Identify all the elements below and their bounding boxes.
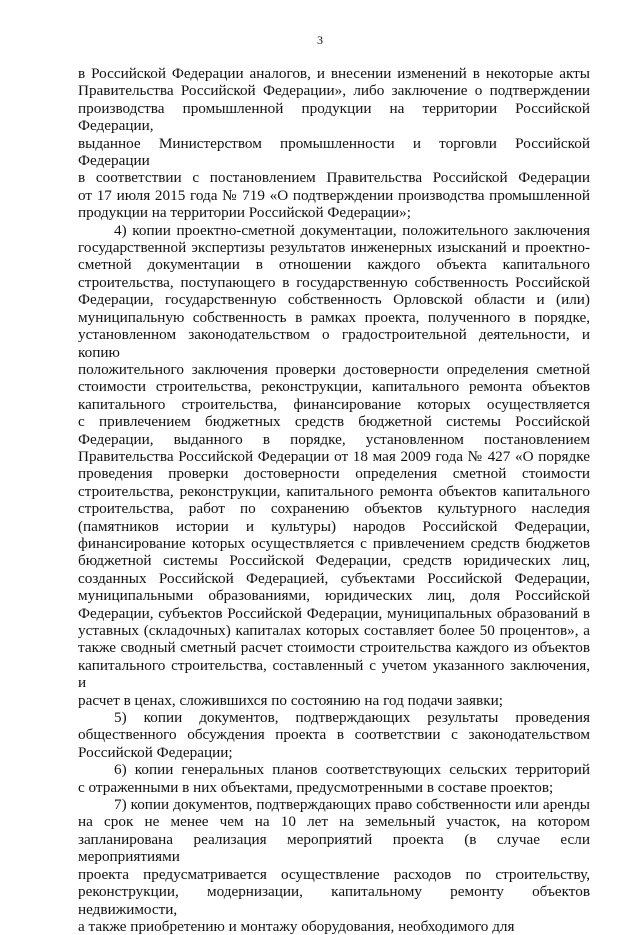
body-text bbox=[78, 65, 590, 935]
text-line: 6) копии генеральных планов соответствующих сельских территорий bbox=[114, 761, 590, 779]
text-line: на срок не менее чем на 10 лет на земельный участок, на котором bbox=[78, 813, 590, 831]
paragraph-item-5 bbox=[78, 709, 590, 761]
text-line: 7) копии документов, подтверждающих право собственности или аренды bbox=[114, 796, 590, 814]
text-line: реконструкции, модернизации, капитальному ремонту объектов недвижимости, bbox=[78, 883, 590, 918]
text-line: общественного обсуждения проекта в соответствии с законодательством bbox=[78, 726, 590, 744]
text-line: бюджетной системы Российской Федерации, средств юридических лиц, bbox=[78, 552, 590, 570]
text-line: установленном законодательством о градостроительной деятельности, и копию bbox=[78, 326, 590, 361]
text-line: финансирование которых осуществляется с привлечением средств бюджетов bbox=[78, 534, 590, 552]
text-line: государственной экспертизы результатов инженерных изысканий и проектно- bbox=[78, 239, 590, 257]
page-number: 3 bbox=[317, 33, 323, 47]
text-line: проведения проверки достоверности определения сметной стоимости bbox=[78, 465, 590, 483]
text-line: выданное Министерством промышленности и торговли Российской Федерации bbox=[78, 134, 590, 170]
text-line: от 17 июля 2015 года № 719 «О подтверждении производства промышленной bbox=[78, 186, 590, 204]
text-line: созданных Российской Федерацией, субъектами Российской Федерации, bbox=[78, 569, 590, 587]
text-line: Федерации, выданного в порядке, установленном постановлением bbox=[78, 430, 590, 448]
text-line: запланирована реализация мероприятий проекта (в случае если мероприятиями bbox=[78, 830, 590, 866]
text-line: а также приобретению и монтажу оборудования, необходимого для bbox=[78, 917, 515, 935]
text-line: Федерации, субъектов Российской Федерации, муниципальных образований в bbox=[78, 604, 590, 622]
text-line: Федерации, государственную собственность Орловской области и (или) bbox=[78, 291, 590, 309]
paragraph-item-7 bbox=[78, 796, 590, 935]
text-line: (памятников истории и культуры) народов Российской Федерации, bbox=[78, 517, 590, 535]
text-line: муниципальными образованиями, юридических лиц, доля Российской bbox=[78, 587, 590, 605]
paragraph-continuation bbox=[78, 65, 590, 222]
text-line: проекта предусматривается осуществление расходов по строительству, bbox=[78, 865, 590, 883]
text-line: уставных (складочных) капиталах которых составляет более 50 процентов», а bbox=[78, 622, 590, 639]
text-line: стоимости строительства, реконструкции, капитального ремонта объектов bbox=[78, 378, 590, 396]
text-line: строительства, поступающего в государственную собственность Российской bbox=[78, 273, 590, 291]
text-line: капитального строительства, составленный с учетом указанного заключения, и bbox=[78, 656, 590, 692]
text-line: муниципальную собственность в рамках проекта, полученного в порядке, bbox=[78, 308, 590, 326]
text-line: строительства, работ по сохранению объектов культурного наследия bbox=[78, 500, 590, 518]
text-line: строительства, реконструкции, капитального ремонта объектов капитального bbox=[78, 482, 590, 500]
paragraph-item-6 bbox=[78, 761, 590, 796]
text-line: сметной документации в отношении каждого объекта капитального bbox=[78, 256, 590, 274]
text-line: Правительства Российской Федерации от 18 мая 2009 года № 427 «О порядке bbox=[78, 447, 590, 465]
text-line: также сводный сметный расчет стоимости строительства каждого из объектов bbox=[78, 639, 590, 657]
text-line: Российской Федерации; bbox=[78, 743, 233, 761]
text-line: положительного заключения проверки достоверности определения сметной bbox=[78, 360, 590, 378]
text-line: производства промышленной продукции на территории Российской Федерации, bbox=[78, 99, 590, 135]
text-line: 4) копии проектно-сметной документации, положительного заключения bbox=[114, 221, 590, 239]
text-line: с привлечением бюджетных средств бюджетной системы Российской bbox=[78, 413, 590, 431]
text-line: 5) копии документов, подтверждающих результаты проведения bbox=[114, 709, 590, 727]
paragraph-item-4 bbox=[78, 222, 590, 709]
text-line: с отраженными в них объектами, предусмотренными в составе проектов; bbox=[78, 778, 554, 796]
text-line: Правительства Российской Федерации», либо заключение о подтверждении bbox=[78, 82, 590, 100]
text-line: в соответствии с постановлением Правительства Российской Федерации bbox=[78, 169, 590, 187]
text-line: продукции на территории Российской Федерации»; bbox=[78, 204, 411, 222]
text-line: в Российской Федерации аналогов, и внесении изменений в некоторые акты bbox=[78, 65, 590, 82]
text-line: расчет в ценах, сложившихся по состоянию на год подачи заявки; bbox=[78, 691, 503, 709]
text-line: капитального строительства, финансирование которых осуществляется bbox=[78, 395, 590, 413]
